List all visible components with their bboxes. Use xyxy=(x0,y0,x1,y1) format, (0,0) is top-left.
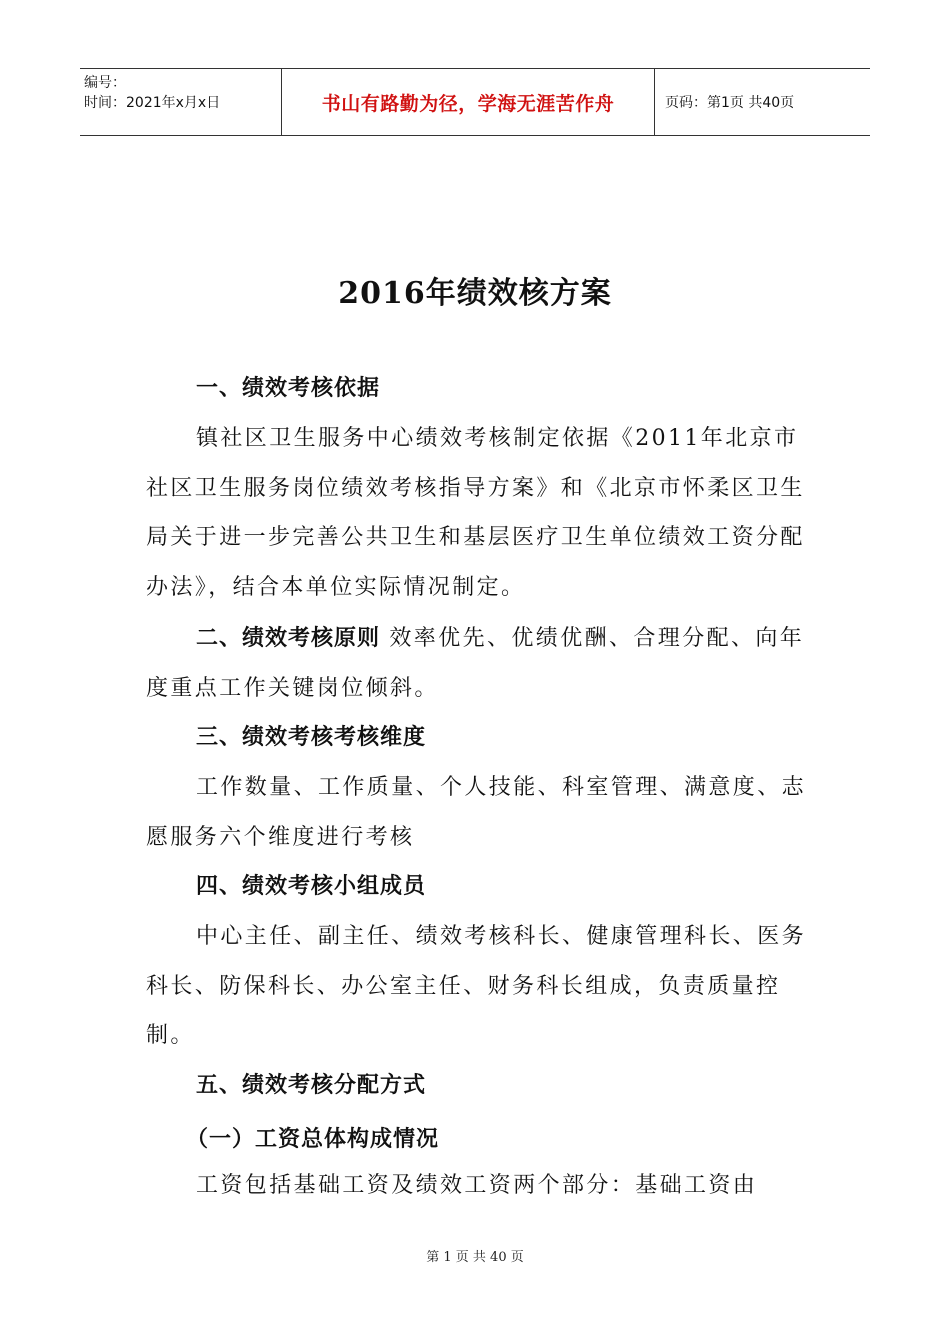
subsection-heading: （一）工资总体构成情况 xyxy=(186,1127,440,1152)
section-heading: 二、绩效考核原则 xyxy=(196,626,381,651)
section-2-body: 效率优先、优绩优酬、合理分配、向年度重点工作关键岗位倾斜。 xyxy=(146,626,805,701)
section-3-heading xyxy=(146,713,806,763)
section-1-body: 镇社区卫生服务中心绩效考核制定依据《2011年北京市社区卫生服务岗位绩效考核指导方案》和《北京市怀柔区卫生局关于进一步完善公共卫生和基层医疗卫生单位绩效工资分配办法》，结合本单位实际情况制定。 xyxy=(146,426,805,600)
subsection-body: 工资包括基础工资及绩效工资两个部分：基础工资由 xyxy=(196,1173,758,1198)
section-heading: 五、绩效考核分配方式 xyxy=(196,1073,427,1098)
document-title: 2016年绩效核方案 xyxy=(338,276,612,311)
section-4-heading xyxy=(146,862,806,912)
section-heading: 一、绩效考核依据 xyxy=(196,376,381,401)
header-motto: 书山有路勤为径，学海无涯苦作舟 xyxy=(281,69,655,135)
section-1-heading xyxy=(146,364,806,414)
header-page-info: 页码：第1页 共40页 xyxy=(665,95,795,111)
section-4-body: 中心主任、副主任、绩效考核科长、健康管理科长、医务科长、防保科长、办公室主任、财务科长组成，负责质量控制。 xyxy=(146,924,807,1048)
time-label: 时间：2021年x月x日 xyxy=(84,95,221,111)
section-5-heading xyxy=(146,1061,806,1111)
page-footer: 第 1 页 共 40 页 xyxy=(426,1250,524,1265)
section-heading: 四、绩效考核小组成员 xyxy=(196,874,427,899)
section-2 xyxy=(146,614,806,713)
document-header xyxy=(80,68,870,136)
header-meta xyxy=(80,69,281,135)
number-label: 编号： xyxy=(84,75,126,91)
section-3-body: 工作数量、工作质量、个人技能、科室管理、满意度、志愿服务六个维度进行考核 xyxy=(146,775,807,850)
section-heading: 三、绩效考核考核维度 xyxy=(196,725,427,750)
